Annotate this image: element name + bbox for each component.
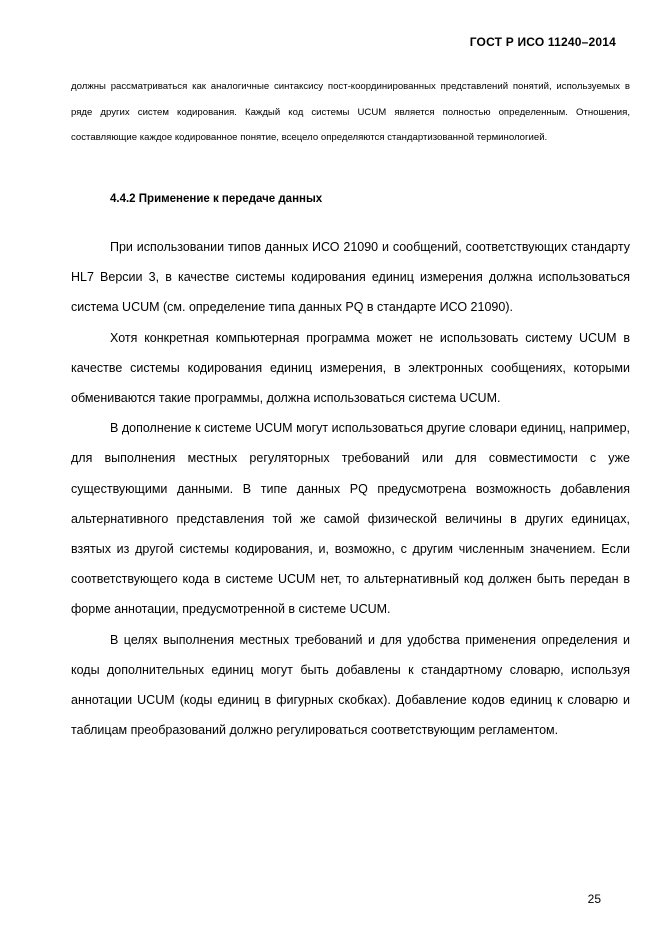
paragraph-3: В дополнение к системе UCUM могут использоваться другие словари единиц, например, для выполнения местных регуляторных требований или для совместимости с уже существующими данными. В типе данных PQ предусмотрена возможность добавления альтернативного представления той же самой физической величины в других единицах, взятых из другой системы кодирования, и, возможно, с другим численным значением. Если соответствующего кода в системе UCUM нет, то альтернативный код должен быть передан в форме аннотации, предусмотренной в системе UCUM.	[71, 421, 630, 617]
page-number: 25	[587, 892, 601, 906]
section-heading: 4.4.2 Применение к передаче данных	[110, 193, 323, 205]
paragraph-2: Хотя конкретная компьютерная программа может не использовать систему UCUM в качестве системы кодирования единиц измерения, в электронных сообщениях, которыми обмениваются такие программы, должна использоваться система UCUM.	[71, 330, 630, 406]
section-body	[71, 232, 630, 745]
paragraph-4: В целях выполнения местных требований и для удобства применения определения и коды дополнительных единиц могут быть добавлены к стандартному словарю, используя аннотации UCUM (коды единиц в фигурных скобках). Добавление кодов единиц к словарю и таблицам преобразований должно регулироваться соответствующим регламентом.	[71, 632, 630, 738]
document-header: ГОСТ Р ИСО 11240–2014	[469, 35, 616, 49]
paragraph-1: При использовании типов данных ИСО 21090 и сообщений, соответствующих стандарту HL7 Версии 3, в качестве системы кодирования единиц измерения должна использоваться система UCUM (см. определение типа данных PQ в стандарте ИСО 21090).	[71, 240, 630, 315]
intro-paragraph: должны рассматриваться как аналогичные синтаксису пост-координированных представлений понятий, используемых в ряде других систем кодирования. Каждый код системы UCUM является полностью определенным. Отношения, составляющие каждое кодированное понятие, всецело определяются стандартизованной терминологией.	[71, 81, 630, 143]
